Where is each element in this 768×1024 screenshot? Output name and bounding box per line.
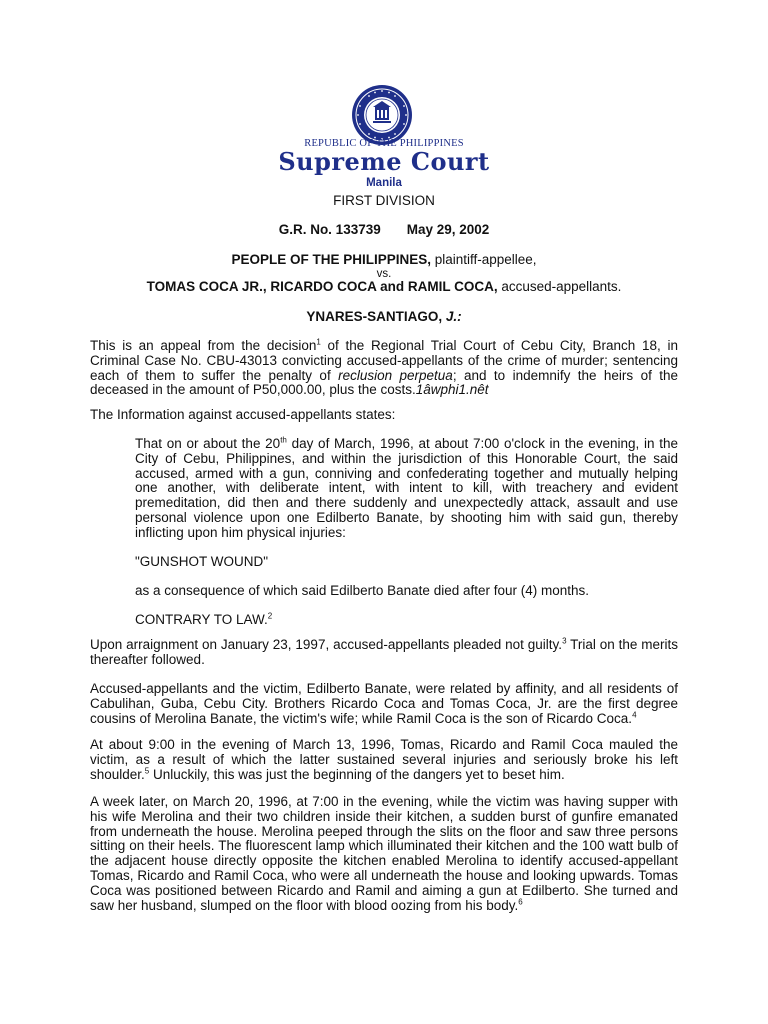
p1-text-a: This is an appeal from the decision bbox=[90, 338, 317, 353]
division-heading: FIRST DIVISION bbox=[333, 193, 435, 208]
footnote-ref-5[interactable]: 5 bbox=[144, 766, 150, 776]
footnote-ref-6[interactable]: 6 bbox=[518, 897, 523, 907]
paragraph-6 bbox=[90, 795, 678, 913]
paragraph-5 bbox=[90, 738, 678, 782]
versus-label: vs. bbox=[376, 267, 392, 280]
paragraph-3 bbox=[90, 638, 678, 668]
republic-heading: REPUBLIC OF THE PHILIPPINES bbox=[304, 138, 464, 149]
court-city: Manila bbox=[366, 177, 402, 189]
ponente-title: J.: bbox=[442, 309, 462, 324]
p1-text-d: ; and to indemnify the heirs of the deceased in the amount of P50,000.00, plus the costs. bbox=[90, 367, 679, 398]
p1-text-b: of the Regional Trial Court of Cebu City, Branch 18, in Criminal Case No. CBU-43013 convicting accused-appellants of the crime of murder; sentencing each of them to suffer the penalty of bbox=[90, 338, 678, 383]
appellants-line bbox=[0, 280, 768, 295]
p1-watermark: 1âwphi1.nêt bbox=[415, 382, 489, 398]
appellants-names: TOMAS COCA JR., RICARDO COCA and RAMIL COCA, bbox=[146, 278, 498, 294]
appellants-role: accused-appellants. bbox=[497, 278, 622, 294]
p5-text-b: Unluckily, this was just the beginning of the dangers yet to beset him. bbox=[149, 766, 565, 782]
quote-gunshot-wound: "GUNSHOT WOUND" bbox=[135, 554, 269, 569]
footnote-ref-3[interactable]: 3 bbox=[562, 636, 567, 646]
q1-text-a: That on or about the 20 bbox=[135, 436, 281, 451]
p5-text-a: At about 9:00 in the evening of March 13, 1996, Tomas, Ricardo and Ramil Coca mauled the victim, as a result of which the latter sustained several injuries and seriously broke his left shoulder. bbox=[90, 737, 678, 782]
case-parties bbox=[0, 253, 768, 294]
q1-ordinal: th bbox=[280, 435, 287, 445]
ponente-line bbox=[0, 309, 768, 324]
ponente-name: YNARES-SANTIAGO, bbox=[306, 309, 443, 324]
footnote-ref-1[interactable]: 1 bbox=[316, 337, 321, 347]
court-name: Supreme Court bbox=[278, 147, 490, 176]
paragraph-1 bbox=[90, 339, 678, 398]
q4-text: CONTRARY TO LAW. bbox=[135, 612, 268, 627]
case-number-line bbox=[0, 222, 768, 237]
quote-contrary-to-law bbox=[135, 613, 678, 628]
quote-consequence: as a consequence of which said Edilberto Banate died after four (4) months. bbox=[135, 583, 590, 598]
case-number: G.R. No. 133739 bbox=[278, 222, 381, 237]
footnote-ref-2[interactable]: 2 bbox=[267, 611, 273, 621]
p6-text: A week later, on March 20, 1996, at 7:00 in the evening, while the victim was having supper with his wife Merolina and their two children inside their kitchen, a sudden burst of gunfire emanated from underneath the house. Merolina peeped through the slits on the floor and saw three persons sitting on their heels. The fluorescent lamp which illuminated their kitchen and the 100 watt bulb of the adjacent house directly opposite the kitchen enabled Merolina to identify accused-appellant Tomas, Ricardo and Ramil Coca, who were all underneath the house and looking upwards. Tomas Coca was positioned between Ricardo and Ramil and aiming a gun at Edilberto. She turned and saw her husband, slumped on the floor with blood oozing from his body. bbox=[90, 794, 678, 913]
paragraph-4 bbox=[90, 682, 678, 726]
appellee-name: PEOPLE OF THE PHILIPPINES, bbox=[231, 252, 431, 267]
footnote-ref-4[interactable]: 4 bbox=[632, 710, 637, 720]
quote-information bbox=[135, 437, 678, 541]
p1-term-reclusion: reclusion perpetua bbox=[338, 367, 453, 383]
appellee-role: plaintiff-appellee, bbox=[430, 252, 537, 267]
p3-text-a: Upon arraignment on January 23, 1997, accused-appellants pleaded not guilty. bbox=[90, 637, 563, 652]
p3-text-b: Trial on the merits thereafter followed. bbox=[90, 637, 678, 667]
case-date: May 29, 2002 bbox=[406, 222, 490, 237]
appellee-line bbox=[0, 253, 768, 268]
q1-text-b: day of March, 1996, at about 7:00 o'clock in the evening, in the City of Cebu, Philippines, and within the jurisdiction of this Honorable Court, the said accused, armed with a gun, conniving and confederating together and mutually helping one another, with deliberate intent, with intent to kill, with treachery and evident premeditation, did then and there suddenly and unexpectedly attack, assault and use personal violence upon one Edilberto Banate, by shooting him with said gun, thereby inflicting upon him physical injuries: bbox=[135, 436, 678, 540]
p4-text: Accused-appellants and the victim, Edilberto Banate, were related by affinity, and all residents of Cabulihan, Guba, Cebu City. Brothers Ricardo Coca and Tomas Coca, Jr. are the first degree cousins of Merolina Banate, the victim's wife; while Ramil Coca is the son of Ricardo Coca. bbox=[90, 681, 678, 726]
supreme-court-seal-icon bbox=[351, 84, 413, 146]
paragraph-2: The Information against accused-appellants states: bbox=[90, 407, 396, 422]
